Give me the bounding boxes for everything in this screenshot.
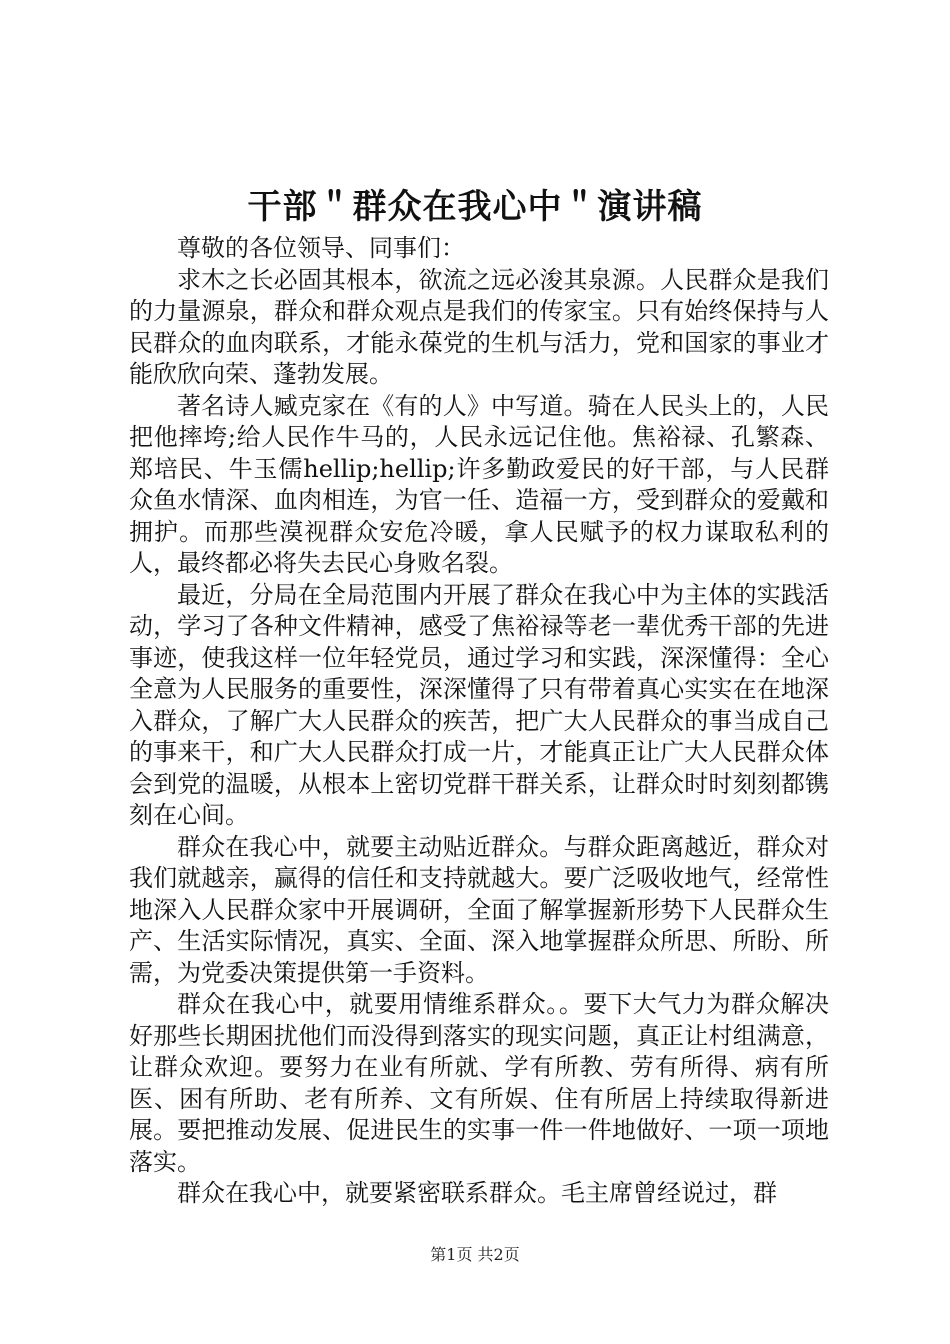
paragraph: 最近，分局在全局范围内开展了群众在我心中为主体的实践活动，学习了各种文件精神，感受了焦裕禄等老一辈优秀干部的先进事迹，使我这样一位年轻党员，通过学习和实践，深深懂得：全心全意为人民服务的重要性，深深懂得了只有带着真心实实在在地深入群众，了解广大人民群众的疾苦，把广大人民群众的事当成自己的事来干，和广大人民群众打成一片，才能真正让广大人民群众体会到党的温暖，从根本上密切党群干群关系，让群众时时刻刻都镌刻在心间。	[129, 580, 829, 829]
paragraph: 群众在我心中，就要紧密联系群众。毛主席曾经说过，群	[177, 1179, 777, 1207]
paragraph: 著名诗人臧克家在《有的人》中写道。骑在人民头上的，人民把他摔垮;给人民作牛马的，人民永远记住他。焦裕禄、孔繁森、郑培民、牛玉儒hellip;hellip;许多勤政爱民的好干部，与人民群众鱼水情深、血肉相连，为官一任、造福一方，受到群众的爱戴和拥护。而那些漠视群众安危冷暖，拿人民赋予的权力谋取私利的人，最终都必将失去民心身败名裂。	[129, 391, 829, 577]
document-title: 干部＂群众在我心中＂演讲稿	[247, 187, 703, 227]
page-footer: 第1页 共2页	[430, 1245, 520, 1264]
paragraph: 群众在我心中，就要主动贴近群众。与群众距离越近，群众对我们就越亲，赢得的信任和支持就越大。要广泛吸收地气，经常性地深入人民群众家中开展调研，全面了解掌握新形势下人民群众生产、生活实际情况，真实、全面、深入地掌握群众所思、所盼、所需，为党委决策提供第一手资料。	[129, 832, 829, 987]
paragraph: 求木之长必固其根本，欲流之远必浚其泉源。人民群众是我们的力量源泉，群众和群众观点是我们的传家宝。只有始终保持与人民群众的血肉联系，才能永葆党的生机与活力，党和国家的事业才能欣欣向荣、蓬勃发展。	[129, 265, 829, 388]
document-body	[129, 233, 829, 1210]
salutation: 尊敬的各位领导、同事们：	[177, 234, 465, 262]
paragraph: 群众在我心中，就要用情维系群众。。要下大气力为群众解决好那些长期困扰他们而没得到落实的现实问题，真正让村组满意，让群众欢迎。要努力在业有所就、学有所教、劳有所得、病有所医、困有所助、老有所养、文有所娱、住有所居上持续取得新进展。要把推动发展、促进民生的实事一件一件地做好、一项一项地落实。	[129, 990, 829, 1176]
